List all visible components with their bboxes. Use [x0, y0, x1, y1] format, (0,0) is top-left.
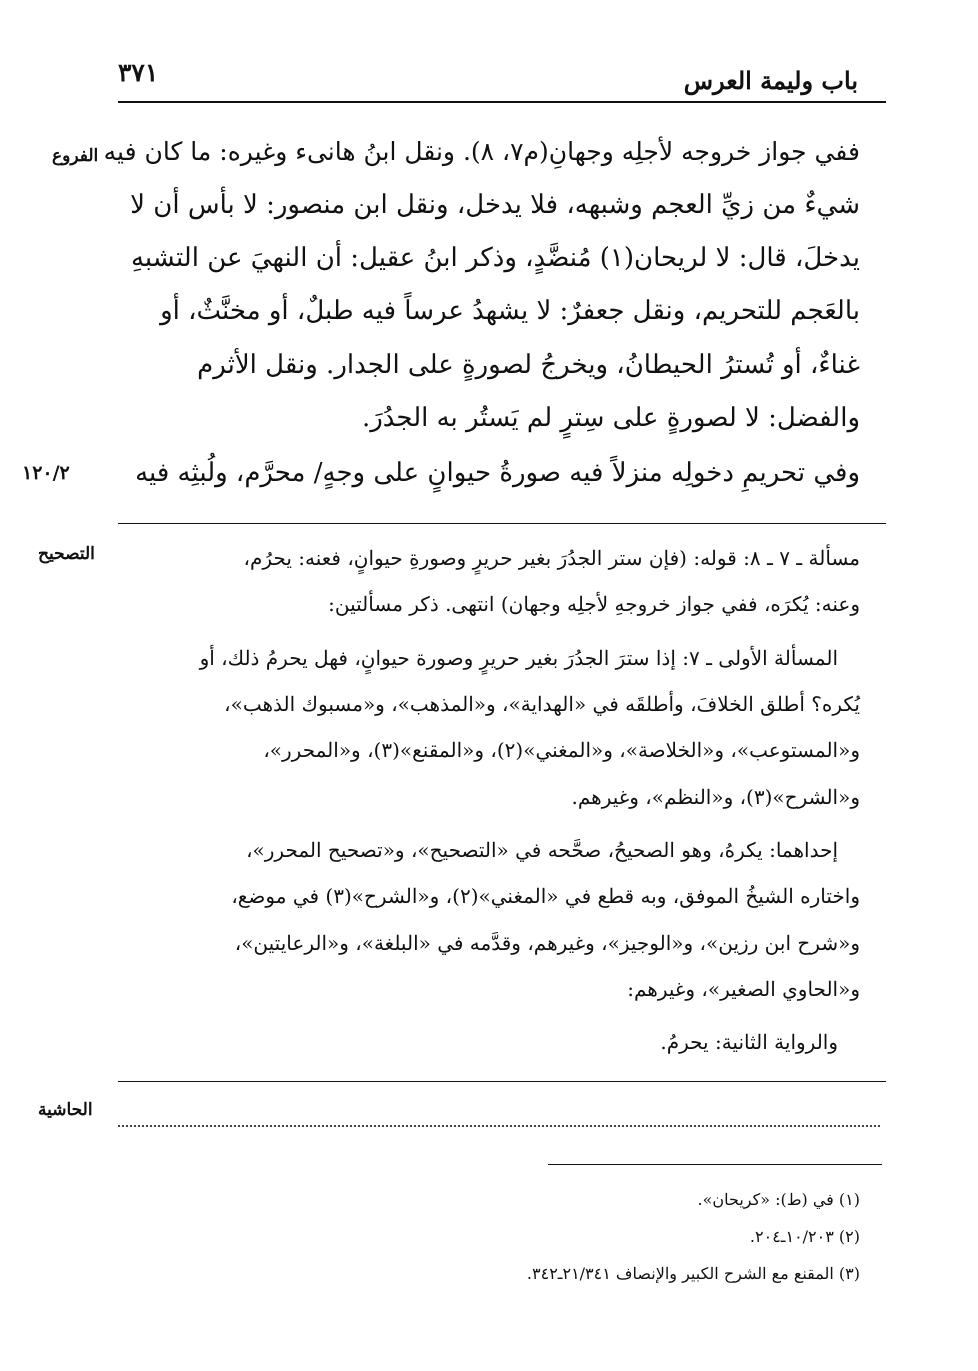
correction-line: و«الحاوي الصغير»، وغيرهم:	[627, 977, 860, 1001]
main-text-line: والفضل: لا لصورةٍ على سِترٍ لم يَستُر به الجدُرَ.	[361, 403, 860, 433]
footnote: (٣) المقنع مع الشرح الكبير والإنصاف ٢١/٣٤١ـ٣٤٢.	[526, 1264, 860, 1283]
footnote: (٢) ١٠/٢٠٣ـ٢٠٤.	[749, 1227, 860, 1246]
main-text-line: يدخلَ، قال: لا لريحان(١) مُنضَّدٍ، وذكر ابنُ عقيل: أن النهيَ عن التشبهِ	[130, 243, 860, 273]
correction-line: مسألة ـ ٧ ـ ٨: قوله: (فإن ستر الجدُرَ بغير حريرٍ وصورةِ حيوانٍ، فعنه: يحرُم،	[243, 546, 860, 570]
margin-reference: ١٢٠/٢	[22, 462, 70, 484]
section-rule	[118, 523, 886, 524]
main-text-line: غناءٌ، أو تُسترُ الحيطانُ، ويخرجُ لصورةٍ على الجدار. ونقل الأثرم	[197, 350, 860, 380]
running-title: باب وليمة العرس	[683, 66, 858, 95]
main-text-line: وفي تحريمِ دخولِه منزلاً فيه صورةُ حيوانٍ على وجهٍ/ محرَّم، ولُبثِه فيه	[135, 458, 860, 488]
side-label-hashiya: الحاشية	[38, 1100, 93, 1120]
main-text-line: شيءٌ من زيِّ العجم وشبهه، فلا يدخل، ونقل ابن منصور: لا بأس أن لا	[130, 190, 860, 220]
correction-line: و«المستوعب»، و«الخلاصة»، و«المغني»(٢)، و«المقنع»(٣)، و«المحرر»،	[263, 738, 860, 762]
correction-line: و«شرح ابن رزين»، و«الوجيز»، وغيرهم، وقدَّمه في «البلغة»، و«الرعايتين»،	[234, 931, 860, 955]
footnote-rule	[548, 1164, 882, 1165]
main-text-line: ففي جواز خروجه لأجلِه وجهانِ(م٧، ٨). ونقل ابنُ هانىء وغيره: ما كان فيه	[103, 137, 860, 166]
correction-line: إحداهما: يكرهُ، وهو الصحيحُ، صحَّحه في «التصحيح»، و«تصحيح المحرر»،	[246, 838, 838, 862]
correction-line: وعنه: يُكرَه، ففي جواز خروجهِ لأجلِه وجهان) انتهى. ذكر مسألتين:	[328, 592, 860, 616]
correction-line: و«الشرح»(٣)، و«النظم»، وغيرهم.	[571, 785, 860, 809]
hashiya-dotted-line	[118, 1125, 880, 1127]
correction-line: يُكره؟ أطلق الخلافَ، وأطلقَه في «الهداية»، و«المذهب»، و«مسبوك الذهب»،	[224, 692, 860, 716]
side-label-furu: الفروع	[52, 146, 99, 166]
section-rule	[118, 1081, 886, 1082]
correction-line: المسألة الأولى ـ ٧: إذا سترَ الجدُرَ بغير حريرٍ وصورة حيوانٍ، فهل يحرمُ ذلك، أو	[199, 646, 838, 670]
correction-line: والرواية الثانية: يحرمُ.	[660, 1030, 838, 1054]
page-number: ٣٧١	[118, 58, 159, 87]
footnote: (١) في (ط): «كريحان».	[697, 1190, 860, 1209]
header-rule	[118, 101, 886, 103]
side-label-tashih: التصحيح	[38, 544, 95, 564]
main-text-line: بالعَجم للتحريم، ونقل جعفرٌ: لا يشهدُ عرساً فيه طبلٌ، أو مخنَّثٌ، أو	[160, 296, 860, 326]
correction-line: واختاره الشيخُ الموفق، وبه قطع في «المغني»(٢)، و«الشرح»(٣) في موضع،	[231, 884, 860, 908]
